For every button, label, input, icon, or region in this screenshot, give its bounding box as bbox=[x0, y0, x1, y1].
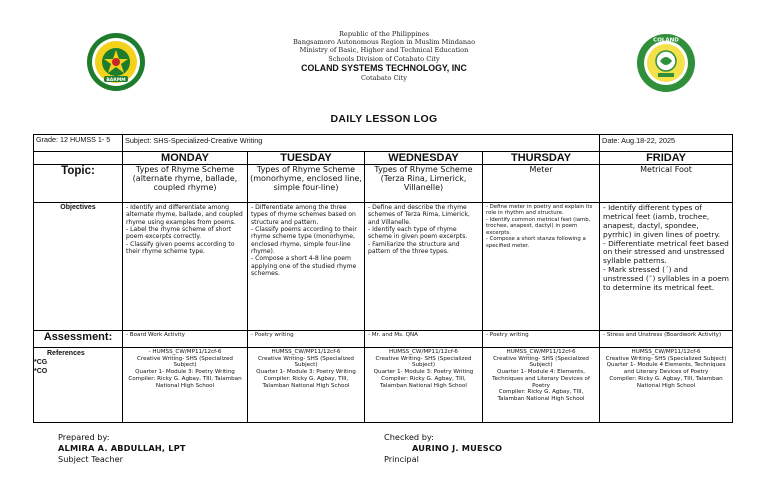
reference-line: HUMSS_CW/MP11/12cf-6 bbox=[271, 349, 341, 355]
objective-item: - Differentiate among the three types of rhyme schemes based on structure and pattern. bbox=[251, 204, 356, 226]
reference-line: Compiler: Ricky G. Agbay, TIII, Talamban National High School bbox=[262, 375, 350, 389]
references-wednesday bbox=[365, 348, 483, 423]
objectives-friday bbox=[600, 203, 733, 331]
checked-by-block bbox=[384, 432, 502, 465]
objectives-thursday bbox=[483, 203, 600, 331]
header-line-1: Republic of the Philippines bbox=[338, 30, 430, 38]
reference-line: Creative Writing- SHS (Specialized Subject) bbox=[258, 355, 354, 369]
topic-label: Topic: bbox=[34, 165, 123, 203]
references-tuesday bbox=[248, 348, 365, 423]
prepared-by-name: ALMIRA A. ABDULLAH, LPT bbox=[58, 443, 186, 454]
day-header-tuesday: TUESDAY bbox=[248, 152, 365, 165]
topic-friday: Metrical Foot bbox=[600, 165, 733, 203]
svg-text:BARMM: BARMM bbox=[106, 78, 126, 83]
day-header-wednesday: WEDNESDAY bbox=[365, 152, 483, 165]
objective-item: - Classify given poems according to their rhyme scheme type. bbox=[126, 240, 235, 255]
topic-wednesday: Types of Rhyme Scheme (Terza Rina, Limerick, Villanelle) bbox=[365, 165, 483, 203]
letterhead bbox=[0, 30, 768, 82]
reference-line: Quarter 1- Module 4 Elements, Techniques and Literary Devices of Poetry bbox=[606, 362, 726, 376]
page-title: DAILY LESSON LOG bbox=[330, 113, 438, 125]
reference-line: Compiler: Ricky G. Agbay, TIII, Talamban National High School bbox=[497, 389, 585, 402]
references-label-cell bbox=[34, 348, 123, 423]
date-cell: Date: Aug.18-22, 2025 bbox=[600, 135, 733, 152]
references-label: References bbox=[47, 350, 85, 357]
reference-line: Creative Writing- SHS (Specialized Subject) bbox=[605, 355, 727, 362]
objective-item: - Familiarize the structure and pattern of the three types. bbox=[368, 240, 460, 255]
day-header-friday: FRIDAY bbox=[600, 152, 733, 165]
objective-item: - Define and describe the rhyme schemes of Terza Rima, Limerick, and Villanelle. bbox=[368, 204, 470, 226]
grade-cell: Grade: 12 HUMSS 1- 5 bbox=[34, 135, 123, 152]
topic-tuesday: Types of Rhyme Scheme (monorhyme, enclosed line, simple four-line) bbox=[248, 165, 365, 203]
references-thursday bbox=[483, 348, 600, 423]
day-header-thursday: THURSDAY bbox=[483, 152, 600, 165]
corner-cell bbox=[34, 152, 123, 165]
header-line-4: Schools Division of Cotabato City bbox=[328, 54, 440, 63]
objective-item: - Identify and differentiate among alternate rhyme, ballade, and coupled rhyme using examples from poems. bbox=[126, 204, 243, 226]
assessment-wednesday: - Mr. and Ms. QNA bbox=[365, 331, 483, 348]
assessment-friday: - Stress and Unstress (Boardwork Activity) bbox=[600, 331, 733, 348]
reference-line: Creative Writing- SHS (Specialized Subject) bbox=[137, 355, 233, 369]
reference-line: - HUMSS_CW/MP11/12cf-6 bbox=[148, 349, 222, 355]
school-city: Cotabato City bbox=[361, 73, 407, 82]
objective-item: - Compose a short 4-8 line poem applying one of the studied rhyme schemes. bbox=[251, 255, 357, 277]
topic-thursday: Meter bbox=[483, 165, 600, 203]
prepared-by-role: Subject Teacher bbox=[58, 454, 123, 465]
reference-line: Compiler: Ricky G. Agbay, TIII, Talamban National High School bbox=[609, 375, 723, 389]
reference-line: HUMSS_CW/MP11/12cf-6 bbox=[389, 349, 458, 355]
reference-line: Compiler: Ricky G. Agbay, TIII, Talamban National High School bbox=[380, 375, 467, 389]
assessment-thursday: - Poetry writing bbox=[483, 331, 600, 348]
subject-cell: Subject: SHS-Specialized-Creative Writing bbox=[123, 135, 600, 152]
references-monday bbox=[123, 348, 248, 423]
objectives-monday bbox=[123, 203, 248, 331]
objective-item: - Classify poems according to their rhyme scheme type (monorhyme, enclosed rhyme, simple four-line rhyme). bbox=[251, 225, 357, 255]
objectives-wednesday bbox=[365, 203, 483, 331]
objective-item: - Mark stressed (´) and unstressed (˘) syllables in a poem to determine its metrical feet. bbox=[603, 265, 729, 292]
day-header-monday: MONDAY bbox=[123, 152, 248, 165]
reference-line: Compiler: Ricky G. Agbay, TIII, Talamban National High School bbox=[128, 375, 242, 389]
co-label: *CO bbox=[34, 368, 48, 376]
reference-line: HUMSS_CW/MP11/12cf-6 bbox=[506, 349, 576, 355]
checked-by-role: Principal bbox=[384, 454, 419, 465]
assessment-monday: - Board Work Activity bbox=[123, 331, 248, 348]
objective-item: - Differentiate metrical feet based on their stressed and unstressed syllable patterns. bbox=[603, 238, 729, 266]
objective-item: - Identify common metrical feet (iamb, trochee, anapest, dactyl) in poem excerpts. bbox=[486, 216, 591, 236]
checked-by-label: Checked by: bbox=[384, 432, 434, 442]
svg-text:COLAND: COLAND bbox=[653, 37, 679, 44]
reference-line: Creative Writing- SHS (Specialized Subject) bbox=[493, 355, 589, 369]
cg-label: *CG bbox=[34, 359, 48, 367]
reference-line: Quarter 1- Module 3: Poetry Writing bbox=[256, 369, 356, 376]
references-friday bbox=[600, 348, 733, 423]
prepared-by-block bbox=[58, 432, 186, 465]
header-line-2: Bangsamoro Autonomous Region in Muslim Mindanao bbox=[292, 38, 476, 47]
assessment-label: Assessment: bbox=[34, 331, 123, 348]
reference-line: Quarter 1- Module 3: Poetry Writing bbox=[135, 369, 235, 376]
topic-monday: Types of Rhyme Scheme (alternate rhyme, ballade, coupled rhyme) bbox=[123, 165, 248, 203]
reference-line: HUMSS_CW/MP11/12cf-6 bbox=[631, 349, 701, 355]
school-name: COLAND SYSTEMS TECHNOLOGY, INC bbox=[301, 62, 467, 73]
reference-line: Quarter 1- Module 4: Elements, Techniques and Literary Devices of Poetry bbox=[492, 369, 590, 389]
assessment-tuesday: - Poetry writing bbox=[248, 331, 365, 348]
lesson-log-table bbox=[33, 134, 733, 423]
objective-item: - Define meter in poetry and explain its role in rhythm and structure. bbox=[486, 204, 593, 217]
objective-item: - Label the rhyme scheme of short poem excerpts correctly. bbox=[126, 225, 232, 241]
prepared-by-label: Prepared by: bbox=[58, 432, 110, 442]
objective-item: - Compose a short stanza following a specified meter. bbox=[486, 236, 586, 249]
objective-item: - Identify different types of metrical feet (iamb, trochee, anapest, dactyl, spondee, pyrrhic) in given lines of poetry. bbox=[603, 203, 721, 239]
objectives-tuesday bbox=[248, 203, 365, 331]
reference-line: Quarter 1- Module 3: Poetry Writing bbox=[373, 369, 474, 376]
objectives-label: Objectives bbox=[34, 203, 123, 331]
reference-line: Creative Writing- SHS (Specialized Subject) bbox=[375, 355, 472, 369]
checked-by-name: AURINO J. MUESCO bbox=[412, 443, 503, 454]
header-line-3: Ministry of Basic, Higher and Technical Education bbox=[299, 46, 469, 55]
objective-item: - Identify each type of rhyme scheme in given poem excerpts. bbox=[368, 225, 468, 241]
